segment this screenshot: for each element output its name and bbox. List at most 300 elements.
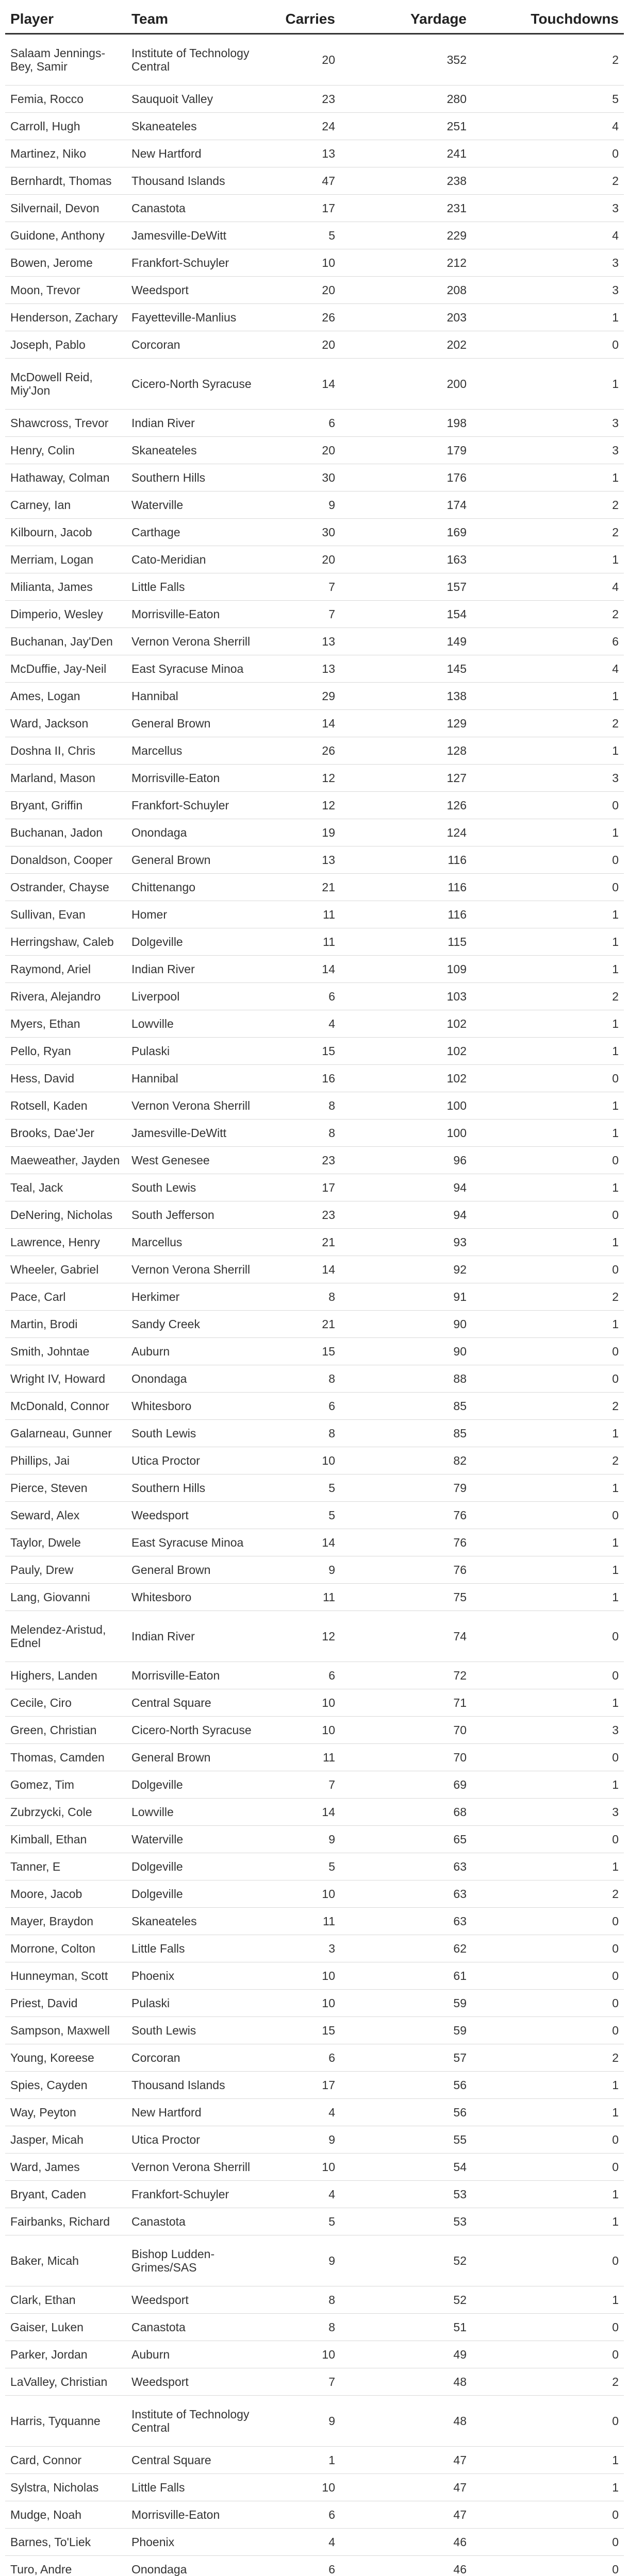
cell-carries: 10 <box>266 1447 340 1475</box>
cell-carries: 9 <box>266 492 340 519</box>
cell-yardage: 47 <box>340 2447 472 2474</box>
cell-player: Sullivan, Evan <box>5 901 126 928</box>
cell-carries: 7 <box>266 1771 340 1799</box>
cell-yardage: 48 <box>340 2368 472 2396</box>
header-touchdowns[interactable]: Touchdowns <box>472 5 624 34</box>
table-row <box>5 410 624 437</box>
cell-player: Sampson, Maxwell <box>5 2017 126 2044</box>
cell-player: Bryant, Caden <box>5 2181 126 2208</box>
cell-team: Carthage <box>126 519 266 546</box>
cell-player: Bernhardt, Thomas <box>5 167 126 195</box>
cell-touchdowns: 1 <box>472 464 624 492</box>
cell-touchdowns: 1 <box>472 2208 624 2235</box>
cell-player: Ostrander, Chayse <box>5 874 126 901</box>
cell-team: Pulaski <box>126 1038 266 1065</box>
cell-carries: 11 <box>266 901 340 928</box>
cell-yardage: 126 <box>340 792 472 819</box>
table-row <box>5 765 624 792</box>
cell-carries: 6 <box>266 410 340 437</box>
cell-team: General Brown <box>126 710 266 737</box>
cell-team: Corcoran <box>126 331 266 359</box>
table-row <box>5 437 624 464</box>
cell-touchdowns: 0 <box>472 2235 624 2286</box>
cell-touchdowns: 2 <box>472 1447 624 1475</box>
cell-carries: 24 <box>266 113 340 140</box>
cell-team: Bishop Ludden-Grimes/SAS <box>126 2235 266 2286</box>
cell-carries: 6 <box>266 2044 340 2072</box>
table-row <box>5 683 624 710</box>
cell-player: Brooks, Dae'Jer <box>5 1120 126 1147</box>
cell-yardage: 280 <box>340 86 472 113</box>
header-carries[interactable]: Carries <box>266 5 340 34</box>
cell-touchdowns: 1 <box>472 304 624 331</box>
table-row <box>5 1908 624 1935</box>
cell-yardage: 202 <box>340 331 472 359</box>
cell-team: Dolgeville <box>126 1771 266 1799</box>
cell-yardage: 198 <box>340 410 472 437</box>
cell-carries: 20 <box>266 34 340 86</box>
cell-yardage: 48 <box>340 2396 472 2447</box>
table-body <box>5 34 624 2576</box>
cell-team: East Syracuse Minoa <box>126 1529 266 1556</box>
cell-yardage: 100 <box>340 1092 472 1120</box>
cell-touchdowns: 2 <box>472 1393 624 1420</box>
cell-team: South Lewis <box>126 1420 266 1447</box>
cell-team: Morrisville-Eaton <box>126 765 266 792</box>
cell-player: Martin, Brodi <box>5 1311 126 1338</box>
cell-team: Indian River <box>126 410 266 437</box>
cell-carries: 14 <box>266 1256 340 1283</box>
cell-touchdowns: 1 <box>472 1584 624 1611</box>
cell-touchdowns: 0 <box>472 2556 624 2576</box>
cell-player: Bryant, Griffin <box>5 792 126 819</box>
cell-touchdowns: 5 <box>472 86 624 113</box>
cell-carries: 7 <box>266 601 340 628</box>
cell-yardage: 61 <box>340 1962 472 1990</box>
cell-touchdowns: 3 <box>472 195 624 222</box>
cell-player: Gomez, Tim <box>5 1771 126 1799</box>
table-row <box>5 1038 624 1065</box>
cell-touchdowns: 0 <box>472 1147 624 1174</box>
cell-team: Cicero-North Syracuse <box>126 359 266 410</box>
cell-team: Onondaga <box>126 819 266 846</box>
cell-touchdowns: 1 <box>472 1556 624 1584</box>
cell-touchdowns: 0 <box>472 1990 624 2017</box>
cell-player: Barnes, To'Liek <box>5 2529 126 2556</box>
table-row <box>5 2501 624 2529</box>
cell-touchdowns: 0 <box>472 2017 624 2044</box>
cell-team: Chittenango <box>126 874 266 901</box>
table-row <box>5 1065 624 1092</box>
cell-team: Corcoran <box>126 2044 266 2072</box>
cell-carries: 20 <box>266 277 340 304</box>
header-player[interactable]: Player <box>5 5 126 34</box>
cell-carries: 17 <box>266 195 340 222</box>
table-row <box>5 1475 624 1502</box>
cell-yardage: 94 <box>340 1174 472 1201</box>
cell-yardage: 70 <box>340 1744 472 1771</box>
cell-team: South Lewis <box>126 1174 266 1201</box>
table-row <box>5 249 624 277</box>
cell-yardage: 208 <box>340 277 472 304</box>
table-row <box>5 573 624 601</box>
cell-player: Herringshaw, Caleb <box>5 928 126 956</box>
cell-team: Dolgeville <box>126 1853 266 1880</box>
table-row <box>5 140 624 167</box>
cell-team: Vernon Verona Sherrill <box>126 628 266 655</box>
cell-yardage: 47 <box>340 2474 472 2501</box>
cell-carries: 10 <box>266 249 340 277</box>
cell-team: Hannibal <box>126 1065 266 1092</box>
table-row <box>5 1283 624 1311</box>
cell-carries: 4 <box>266 2181 340 2208</box>
cell-carries: 14 <box>266 956 340 983</box>
cell-touchdowns: 4 <box>472 655 624 683</box>
cell-player: Moon, Trevor <box>5 277 126 304</box>
cell-yardage: 70 <box>340 1717 472 1744</box>
cell-carries: 13 <box>266 846 340 874</box>
cell-carries: 5 <box>266 222 340 249</box>
cell-team: Weedsport <box>126 2368 266 2396</box>
cell-team: Institute of Technology Central <box>126 2396 266 2447</box>
cell-team: Lowville <box>126 1010 266 1038</box>
cell-touchdowns: 1 <box>472 2286 624 2314</box>
cell-yardage: 145 <box>340 655 472 683</box>
cell-player: Shawcross, Trevor <box>5 410 126 437</box>
cell-player: Joseph, Pablo <box>5 331 126 359</box>
cell-player: Baker, Micah <box>5 2235 126 2286</box>
cell-team: Marcellus <box>126 1229 266 1256</box>
cell-player: Tanner, E <box>5 1853 126 1880</box>
table-row <box>5 1365 624 1393</box>
cell-carries: 4 <box>266 2099 340 2126</box>
cell-carries: 12 <box>266 1611 340 1662</box>
table-row <box>5 1010 624 1038</box>
cell-team: New Hartford <box>126 140 266 167</box>
cell-yardage: 251 <box>340 113 472 140</box>
cell-player: LaValley, Christian <box>5 2368 126 2396</box>
cell-player: Kimball, Ethan <box>5 1826 126 1853</box>
cell-carries: 9 <box>266 2235 340 2286</box>
cell-carries: 11 <box>266 1908 340 1935</box>
cell-touchdowns: 1 <box>472 1311 624 1338</box>
table-row <box>5 167 624 195</box>
cell-player: DeNering, Nicholas <box>5 1201 126 1229</box>
cell-team: Little Falls <box>126 573 266 601</box>
cell-yardage: 72 <box>340 1662 472 1689</box>
cell-touchdowns: 0 <box>472 846 624 874</box>
table-row <box>5 737 624 765</box>
table-row <box>5 1256 624 1283</box>
table-row <box>5 1799 624 1826</box>
cell-yardage: 109 <box>340 956 472 983</box>
cell-carries: 23 <box>266 1147 340 1174</box>
cell-player: Taylor, Dwele <box>5 1529 126 1556</box>
table-row <box>5 1393 624 1420</box>
cell-player: Fairbanks, Richard <box>5 2208 126 2235</box>
table-row <box>5 2126 624 2154</box>
cell-player: McDuffie, Jay-Neil <box>5 655 126 683</box>
table-row <box>5 1338 624 1365</box>
cell-touchdowns: 4 <box>472 222 624 249</box>
cell-touchdowns: 1 <box>472 1038 624 1065</box>
table-row <box>5 819 624 846</box>
cell-player: Donaldson, Cooper <box>5 846 126 874</box>
header-yardage[interactable]: Yardage <box>340 5 472 34</box>
cell-yardage: 76 <box>340 1556 472 1584</box>
table-row <box>5 1611 624 1662</box>
cell-carries: 3 <box>266 1935 340 1962</box>
cell-player: Maeweather, Jayden <box>5 1147 126 1174</box>
cell-carries: 10 <box>266 1717 340 1744</box>
cell-yardage: 102 <box>340 1038 472 1065</box>
cell-touchdowns: 0 <box>472 874 624 901</box>
table-row <box>5 2154 624 2181</box>
cell-touchdowns: 0 <box>472 1338 624 1365</box>
table-row <box>5 492 624 519</box>
cell-yardage: 85 <box>340 1420 472 1447</box>
table-row <box>5 1420 624 1447</box>
cell-player: Raymond, Ariel <box>5 956 126 983</box>
cell-player: Cecile, Ciro <box>5 1689 126 1717</box>
cell-player: Parker, Jordan <box>5 2341 126 2368</box>
cell-carries: 20 <box>266 331 340 359</box>
cell-carries: 14 <box>266 710 340 737</box>
cell-yardage: 169 <box>340 519 472 546</box>
cell-touchdowns: 1 <box>472 1475 624 1502</box>
cell-team: Fayetteville-Manlius <box>126 304 266 331</box>
cell-player: Ward, James <box>5 2154 126 2181</box>
cell-carries: 14 <box>266 1799 340 1826</box>
table-row <box>5 1201 624 1229</box>
cell-team: Frankfort-Schuyler <box>126 249 266 277</box>
cell-team: Weedsport <box>126 1502 266 1529</box>
table-row <box>5 2181 624 2208</box>
cell-yardage: 116 <box>340 874 472 901</box>
cell-player: Henderson, Zachary <box>5 304 126 331</box>
cell-carries: 12 <box>266 765 340 792</box>
cell-player: McDowell Reid, Miy'Jon <box>5 359 126 410</box>
cell-carries: 13 <box>266 655 340 683</box>
cell-team: Waterville <box>126 492 266 519</box>
cell-carries: 4 <box>266 1010 340 1038</box>
cell-carries: 8 <box>266 1092 340 1120</box>
cell-touchdowns: 1 <box>472 1771 624 1799</box>
table-row <box>5 1502 624 1529</box>
cell-touchdowns: 0 <box>472 2529 624 2556</box>
cell-touchdowns: 2 <box>472 519 624 546</box>
table-row <box>5 331 624 359</box>
cell-touchdowns: 3 <box>472 249 624 277</box>
cell-player: Rotsell, Kaden <box>5 1092 126 1120</box>
cell-team: Liverpool <box>126 983 266 1010</box>
table-row <box>5 956 624 983</box>
cell-player: Femia, Rocco <box>5 86 126 113</box>
cell-carries: 6 <box>266 1393 340 1420</box>
cell-carries: 16 <box>266 1065 340 1092</box>
cell-player: Carroll, Hugh <box>5 113 126 140</box>
cell-player: Zubrzycki, Cole <box>5 1799 126 1826</box>
cell-team: Little Falls <box>126 2474 266 2501</box>
cell-player: Wright IV, Howard <box>5 1365 126 1393</box>
cell-player: Pauly, Drew <box>5 1556 126 1584</box>
table-row <box>5 874 624 901</box>
cell-yardage: 157 <box>340 573 472 601</box>
cell-carries: 17 <box>266 2072 340 2099</box>
cell-team: Vernon Verona Sherrill <box>126 1092 266 1120</box>
cell-yardage: 203 <box>340 304 472 331</box>
cell-yardage: 46 <box>340 2556 472 2576</box>
table-row <box>5 519 624 546</box>
cell-carries: 8 <box>266 2314 340 2341</box>
cell-touchdowns: 1 <box>472 1529 624 1556</box>
cell-yardage: 65 <box>340 1826 472 1853</box>
cell-team: Phoenix <box>126 1962 266 1990</box>
cell-team: Utica Proctor <box>126 1447 266 1475</box>
table-row <box>5 1584 624 1611</box>
cell-carries: 6 <box>266 1662 340 1689</box>
cell-team: South Jefferson <box>126 1201 266 1229</box>
cell-touchdowns: 3 <box>472 1717 624 1744</box>
cell-touchdowns: 0 <box>472 2126 624 2154</box>
cell-team: Central Square <box>126 1689 266 1717</box>
cell-touchdowns: 2 <box>472 983 624 1010</box>
cell-carries: 26 <box>266 304 340 331</box>
cell-player: Myers, Ethan <box>5 1010 126 1038</box>
cell-carries: 9 <box>266 2126 340 2154</box>
cell-yardage: 124 <box>340 819 472 846</box>
table-row <box>5 792 624 819</box>
cell-team: Herkimer <box>126 1283 266 1311</box>
cell-carries: 14 <box>266 359 340 410</box>
table-row <box>5 1120 624 1147</box>
cell-touchdowns: 0 <box>472 1744 624 1771</box>
cell-player: Clark, Ethan <box>5 2286 126 2314</box>
table-row <box>5 2474 624 2501</box>
cell-touchdowns: 1 <box>472 683 624 710</box>
table-row <box>5 1662 624 1689</box>
cell-yardage: 74 <box>340 1611 472 1662</box>
table-row <box>5 546 624 573</box>
cell-carries: 29 <box>266 683 340 710</box>
cell-yardage: 55 <box>340 2126 472 2154</box>
cell-carries: 9 <box>266 2396 340 2447</box>
cell-player: Sylstra, Nicholas <box>5 2474 126 2501</box>
cell-yardage: 47 <box>340 2501 472 2529</box>
cell-touchdowns: 1 <box>472 1229 624 1256</box>
table-row <box>5 34 624 86</box>
cell-team: Homer <box>126 901 266 928</box>
cell-touchdowns: 3 <box>472 410 624 437</box>
cell-touchdowns: 2 <box>472 1283 624 1311</box>
table-row <box>5 2341 624 2368</box>
cell-yardage: 69 <box>340 1771 472 1799</box>
cell-yardage: 68 <box>340 1799 472 1826</box>
cell-player: Turo, Andre <box>5 2556 126 2576</box>
cell-yardage: 176 <box>340 464 472 492</box>
cell-team: Dolgeville <box>126 1880 266 1908</box>
cell-touchdowns: 1 <box>472 737 624 765</box>
cell-yardage: 88 <box>340 1365 472 1393</box>
cell-player: Carney, Ian <box>5 492 126 519</box>
cell-player: Ward, Jackson <box>5 710 126 737</box>
table-row <box>5 2314 624 2341</box>
cell-carries: 4 <box>266 2529 340 2556</box>
cell-touchdowns: 0 <box>472 1201 624 1229</box>
table-row <box>5 1147 624 1174</box>
cell-touchdowns: 1 <box>472 2474 624 2501</box>
cell-carries: 7 <box>266 2368 340 2396</box>
cell-team: Waterville <box>126 1826 266 1853</box>
cell-touchdowns: 0 <box>472 1662 624 1689</box>
cell-yardage: 56 <box>340 2099 472 2126</box>
cell-carries: 21 <box>266 1311 340 1338</box>
cell-yardage: 241 <box>340 140 472 167</box>
cell-player: Bowen, Jerome <box>5 249 126 277</box>
cell-team: Canastota <box>126 2314 266 2341</box>
cell-carries: 15 <box>266 1338 340 1365</box>
cell-player: Card, Connor <box>5 2447 126 2474</box>
cell-yardage: 63 <box>340 1908 472 1935</box>
cell-carries: 11 <box>266 928 340 956</box>
cell-carries: 6 <box>266 2556 340 2576</box>
cell-carries: 23 <box>266 86 340 113</box>
cell-carries: 20 <box>266 437 340 464</box>
cell-touchdowns: 2 <box>472 1880 624 1908</box>
cell-carries: 14 <box>266 1529 340 1556</box>
cell-touchdowns: 0 <box>472 1365 624 1393</box>
table-row <box>5 1990 624 2017</box>
cell-touchdowns: 1 <box>472 1853 624 1880</box>
cell-carries: 47 <box>266 167 340 195</box>
cell-team: Weedsport <box>126 277 266 304</box>
table-row <box>5 195 624 222</box>
cell-team: General Brown <box>126 1556 266 1584</box>
table-row <box>5 1771 624 1799</box>
cell-player: Henry, Colin <box>5 437 126 464</box>
cell-touchdowns: 3 <box>472 277 624 304</box>
cell-yardage: 138 <box>340 683 472 710</box>
table-header-row <box>5 5 624 34</box>
cell-carries: 12 <box>266 792 340 819</box>
cell-touchdowns: 0 <box>472 2341 624 2368</box>
cell-touchdowns: 1 <box>472 359 624 410</box>
cell-carries: 6 <box>266 2501 340 2529</box>
cell-carries: 15 <box>266 2017 340 2044</box>
cell-team: Pulaski <box>126 1990 266 2017</box>
cell-carries: 30 <box>266 464 340 492</box>
table-row <box>5 901 624 928</box>
cell-carries: 10 <box>266 2474 340 2501</box>
cell-yardage: 52 <box>340 2286 472 2314</box>
table-row <box>5 1556 624 1584</box>
table-row <box>5 1880 624 1908</box>
cell-carries: 8 <box>266 1120 340 1147</box>
cell-team: Morrisville-Eaton <box>126 2501 266 2529</box>
cell-touchdowns: 0 <box>472 792 624 819</box>
table-row <box>5 86 624 113</box>
table-row <box>5 2447 624 2474</box>
cell-touchdowns: 2 <box>472 2368 624 2396</box>
table-row <box>5 1717 624 1744</box>
cell-carries: 9 <box>266 1556 340 1584</box>
cell-carries: 8 <box>266 1283 340 1311</box>
cell-carries: 20 <box>266 546 340 573</box>
cell-team: Little Falls <box>126 1935 266 1962</box>
cell-player: Priest, David <box>5 1990 126 2017</box>
cell-yardage: 79 <box>340 1475 472 1502</box>
header-team[interactable]: Team <box>126 5 266 34</box>
